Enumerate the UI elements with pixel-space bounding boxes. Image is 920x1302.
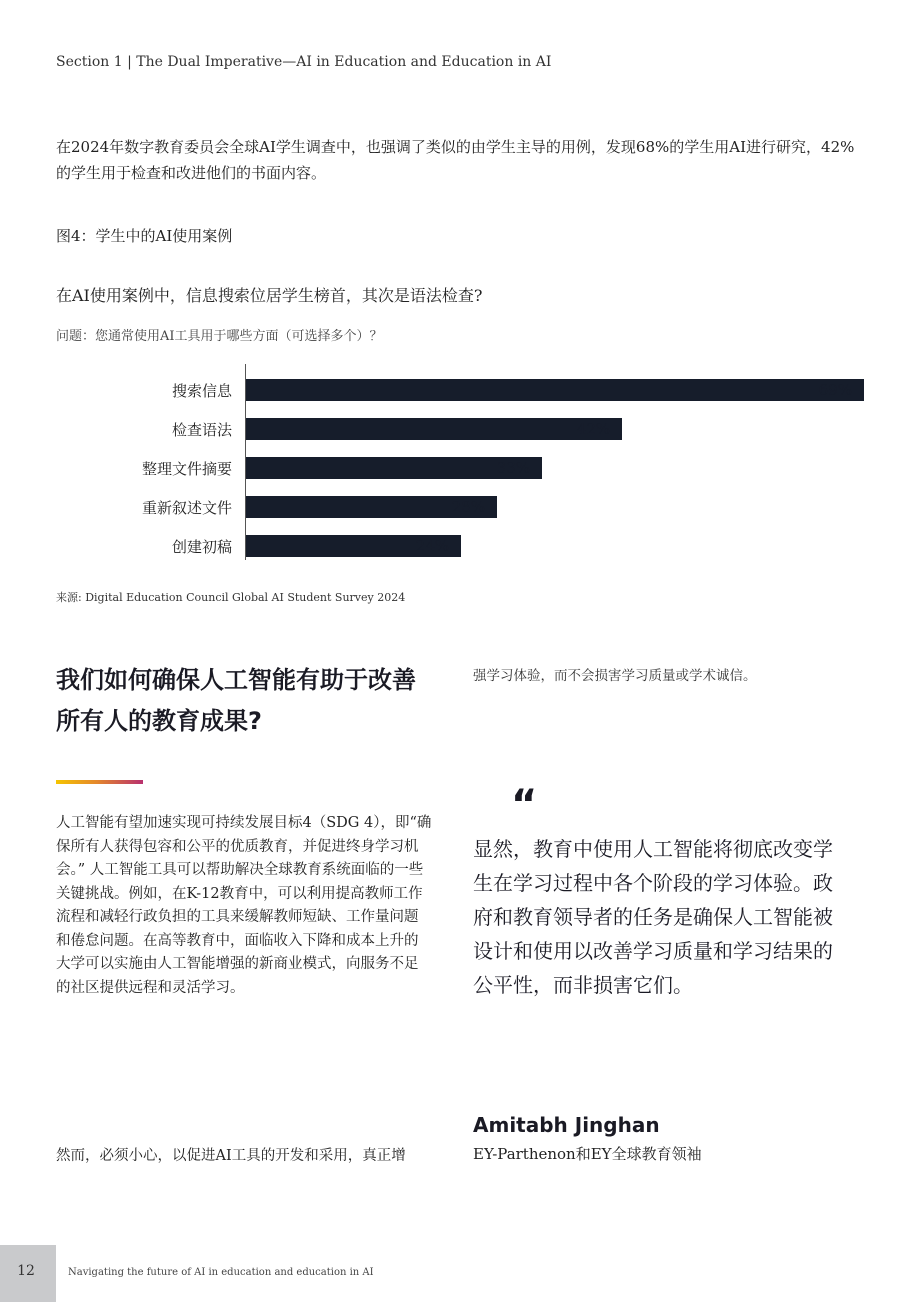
bar-chart: [0, 360, 920, 570]
body-paragraph: 人工智能有望加速实现可持续发展目标4（SDG 4），即“确保所有人获得包容和公平的优质教育，并促进终身学习机会。” 人工智能工具可以帮助解决全球教育系统面临的一些关键挑战。例如，在K-12教育中，可以利用提高教师工作流程和减轻行政负担的工具来缓解教师短缺、工作量问题和倦怠问题。在高等教育中，面临收入下降和成本上升的大学可以实施由人工智能增强的新商业模式，向服务不足的社区提供远程和灵活学习。: [56, 815, 432, 996]
bar-category-label: 搜索信息: [171, 382, 232, 400]
quote-author: Amitabh Jinghan: [473, 1113, 660, 1137]
bar-value-label: 69%: [818, 381, 852, 399]
bar-row: [0, 457, 920, 479]
bar-row: [0, 418, 920, 440]
bar-category-label: 整理文件摘要: [141, 460, 232, 478]
bar-value-label: 33%: [496, 459, 530, 477]
figure-title: 图4：学生中的AI使用案例: [56, 227, 233, 245]
section-title: 我们如何确保人工智能有助于改善所有人的教育成果?: [56, 666, 416, 735]
bar: [246, 418, 622, 440]
accent-divider: [56, 780, 143, 784]
bar-row: [0, 496, 920, 518]
intro-paragraph: 在2024年数字教育委员会全球AI学生调查中，也强调了类似的由学生主导的用例，发现68%的学生用AI进行研究，42%的学生用于检查和改进他们的书面内容。: [56, 138, 855, 182]
section-header: Section 1 | The Dual Imperative—AI in Education and Education in AI: [56, 54, 552, 70]
body-paragraph-continued: 然而，必须小心，以促进AI工具的开发和采用，真正增: [56, 1148, 406, 1164]
footer-text: Navigating the future of AI in education and education in AI: [68, 1267, 374, 1278]
bar: [246, 496, 497, 518]
body-paragraph-right: 强学习体验，而不会损害学习质量或学术诚信。: [473, 668, 757, 684]
page-number: 12: [17, 1263, 35, 1279]
bar: [246, 535, 461, 557]
bar-row: [0, 379, 920, 401]
pull-quote: 显然，教育中使用人工智能将彻底改变学生在学习过程中各个阶段的学习体验。政府和教育领导者的任务是确保人工智能被设计和使用以改善学习质量和学习结果的公平性，而非损害它们。: [473, 837, 833, 997]
quote-mark-icon: “: [511, 782, 538, 828]
bar-value-label: 28%: [451, 498, 485, 516]
bar-category-label: 检查语法: [171, 421, 232, 439]
bar: [246, 457, 542, 479]
chart-heading: 在AI使用案例中，信息搜索位居学生榜首，其次是语法检查?: [56, 286, 483, 305]
bar: [246, 379, 864, 401]
bar-value-label: 42%: [576, 420, 610, 438]
bar-value-label: 24%: [415, 537, 449, 555]
survey-question: 问题：您通常使用AI工具用于哪些方面（可选择多个）？: [56, 329, 383, 344]
quote-author-role: EY-Parthenon和EY全球教育领袖: [473, 1145, 702, 1163]
bar-category-label: 重新叙述文件: [141, 499, 232, 517]
chart-source: 来源: Digital Education Council Global AI Student Survey 2024: [56, 591, 406, 604]
bar-category-label: 创建初稿: [171, 538, 232, 556]
bar-row: [0, 535, 920, 557]
